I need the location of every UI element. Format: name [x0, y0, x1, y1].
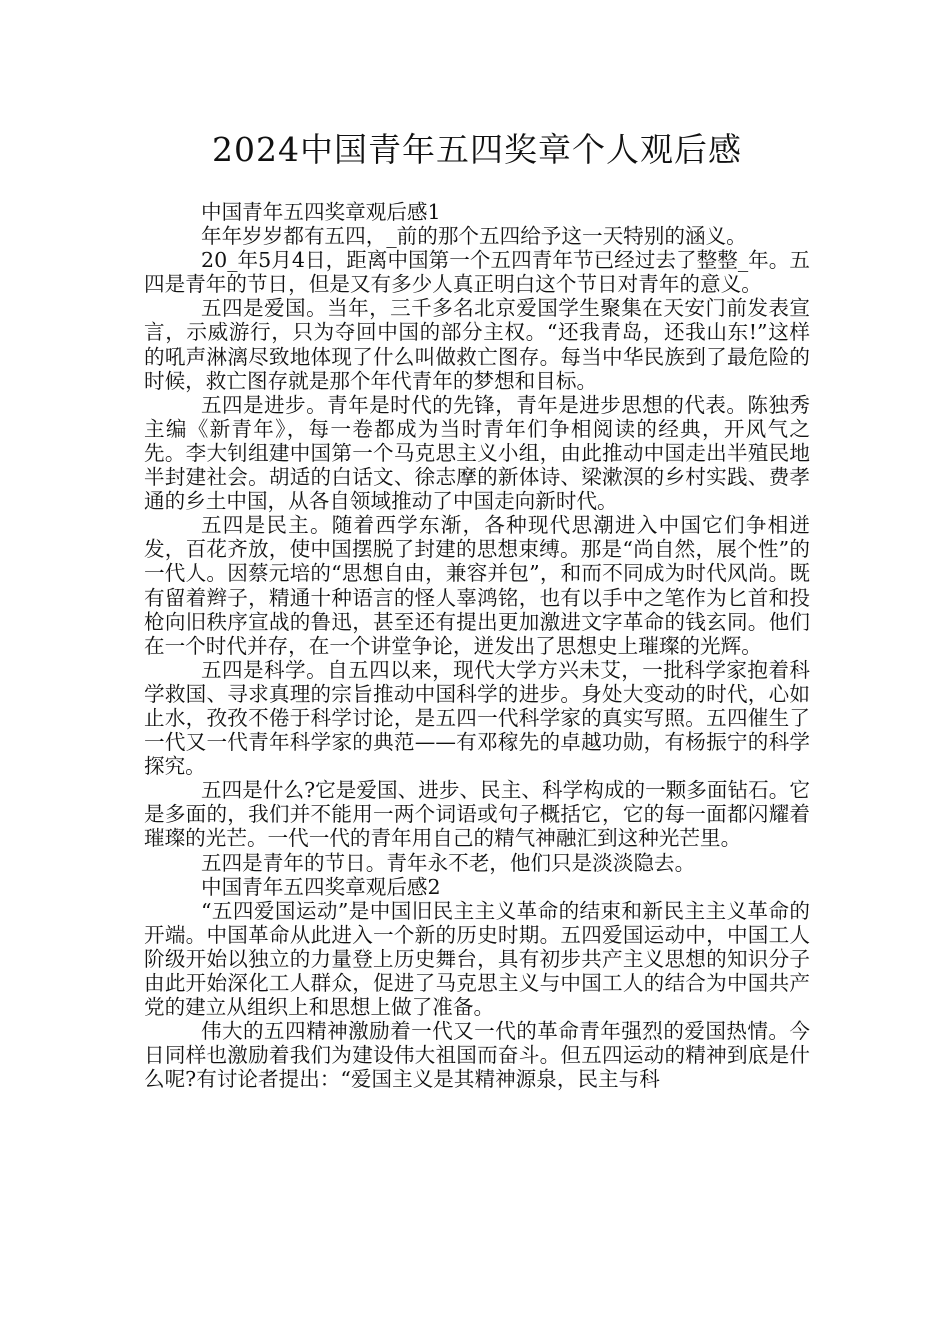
document-body [144, 200, 810, 1091]
document-title: 2024中国青年五四奖章个人观后感 [212, 130, 742, 169]
paragraph: 五四是进步。青年是时代的先锋，青年是进步思想的代表。陈独秀主编《新青年》，每一卷都成为当时青年们争相阅读的经典，开风气之先。李大钊组建中国第一个马克思主义小组，由此推动中国走出半殖民地半封建社会。胡适的白话文、徐志摩的新体诗、梁漱溟的乡村实践、费孝通的乡土中国，从各自领域推动了中国走向新时代。 [144, 392, 810, 514]
section-heading-2: 中国青年五四奖章观后感2 [201, 874, 441, 899]
paragraph: 伟大的五四精神激励着一代又一代的革命青年强烈的爱国热情。今日同样也激励着我们为建设伟大祖国而奋斗。但五四运动的精神到底是什么呢?有讨论者提出：“爱国主义是其精神源泉，民主与科 [144, 1019, 810, 1092]
paragraph: 五四是科学。自五四以来，现代大学方兴未艾，一批科学家抱着科学救国、寻求真理的宗旨推动中国科学的进步。身处大变动的时代，心如止水，孜孜不倦于科学讨论，是五四一代科学家的真实写照。五四催生了一代又一代青年科学家的典范——有邓稼先的卓越功勋，有杨振宁的科学探究。 [144, 657, 810, 779]
paragraph: 五四是什么?它是爱国、进步、民主、科学构成的一颗多面钻石。它是多面的，我们并不能用一两个词语或句子概括它，它的每一面都闪耀着璀璨的光芒。一代一代的青年用自己的精气神融汇到这种光芒里。 [144, 778, 810, 851]
paragraph: 年年岁岁都有五四，_前的那个五四给予这一天特别的涵义。 [201, 224, 747, 249]
paragraph: 五四是爱国。当年，三千多名北京爱国学生聚集在天安门前发表宣言，示威游行，只为夺回中国的部分主权。“还我青岛，还我山东!”这样的吼声淋漓尽致地体现了什么叫做救亡图存。每当中华民族到了最危险的时候，救亡图存就是那个年代青年的梦想和目标。 [144, 296, 810, 393]
paragraph: 20_年5月4日，距离中国第一个五四青年节已经过去了整整_年。五四是青年的节日，但是又有多少人真正明白这个节日对青年的意义。 [144, 248, 810, 297]
section-heading-1: 中国青年五四奖章观后感1 [201, 200, 441, 224]
paragraph: 五四是青年的节日。青年永不老，他们只是淡淡隐去。 [201, 850, 696, 875]
paragraph: 五四是民主。随着西学东渐，各种现代思潮进入中国它们争相迸发，百花齐放，使中国摆脱了封建的思想束缚。那是“尚自然，展个性”的一代人。因蔡元培的“思想自由，兼容并包”，和而不同成为时代风尚。既有留着辫子，精通十种语言的怪人辜鸿铭，也有以手中之笔作为匕首和投枪向旧秩序宣战的鲁迅，甚至还有提出更加激进文字革命的钱玄同。他们在一个时代并存，在一个讲堂争论，迸发出了思想史上璀璨的光辉。 [144, 513, 810, 658]
paragraph: “五四爱国运动”是中国旧民主主义革命的结束和新民主主义革命的开端。中国革命从此进入一个新的历史时期。五四爱国运动中，中国工人阶级开始以独立的力量登上历史舞台，具有初步共产主义思想的知识分子由此开始深化工人群众，促进了马克思主义与中国工人的结合为中国共产党的建立从组织上和思想上做了准备。 [144, 898, 810, 1020]
